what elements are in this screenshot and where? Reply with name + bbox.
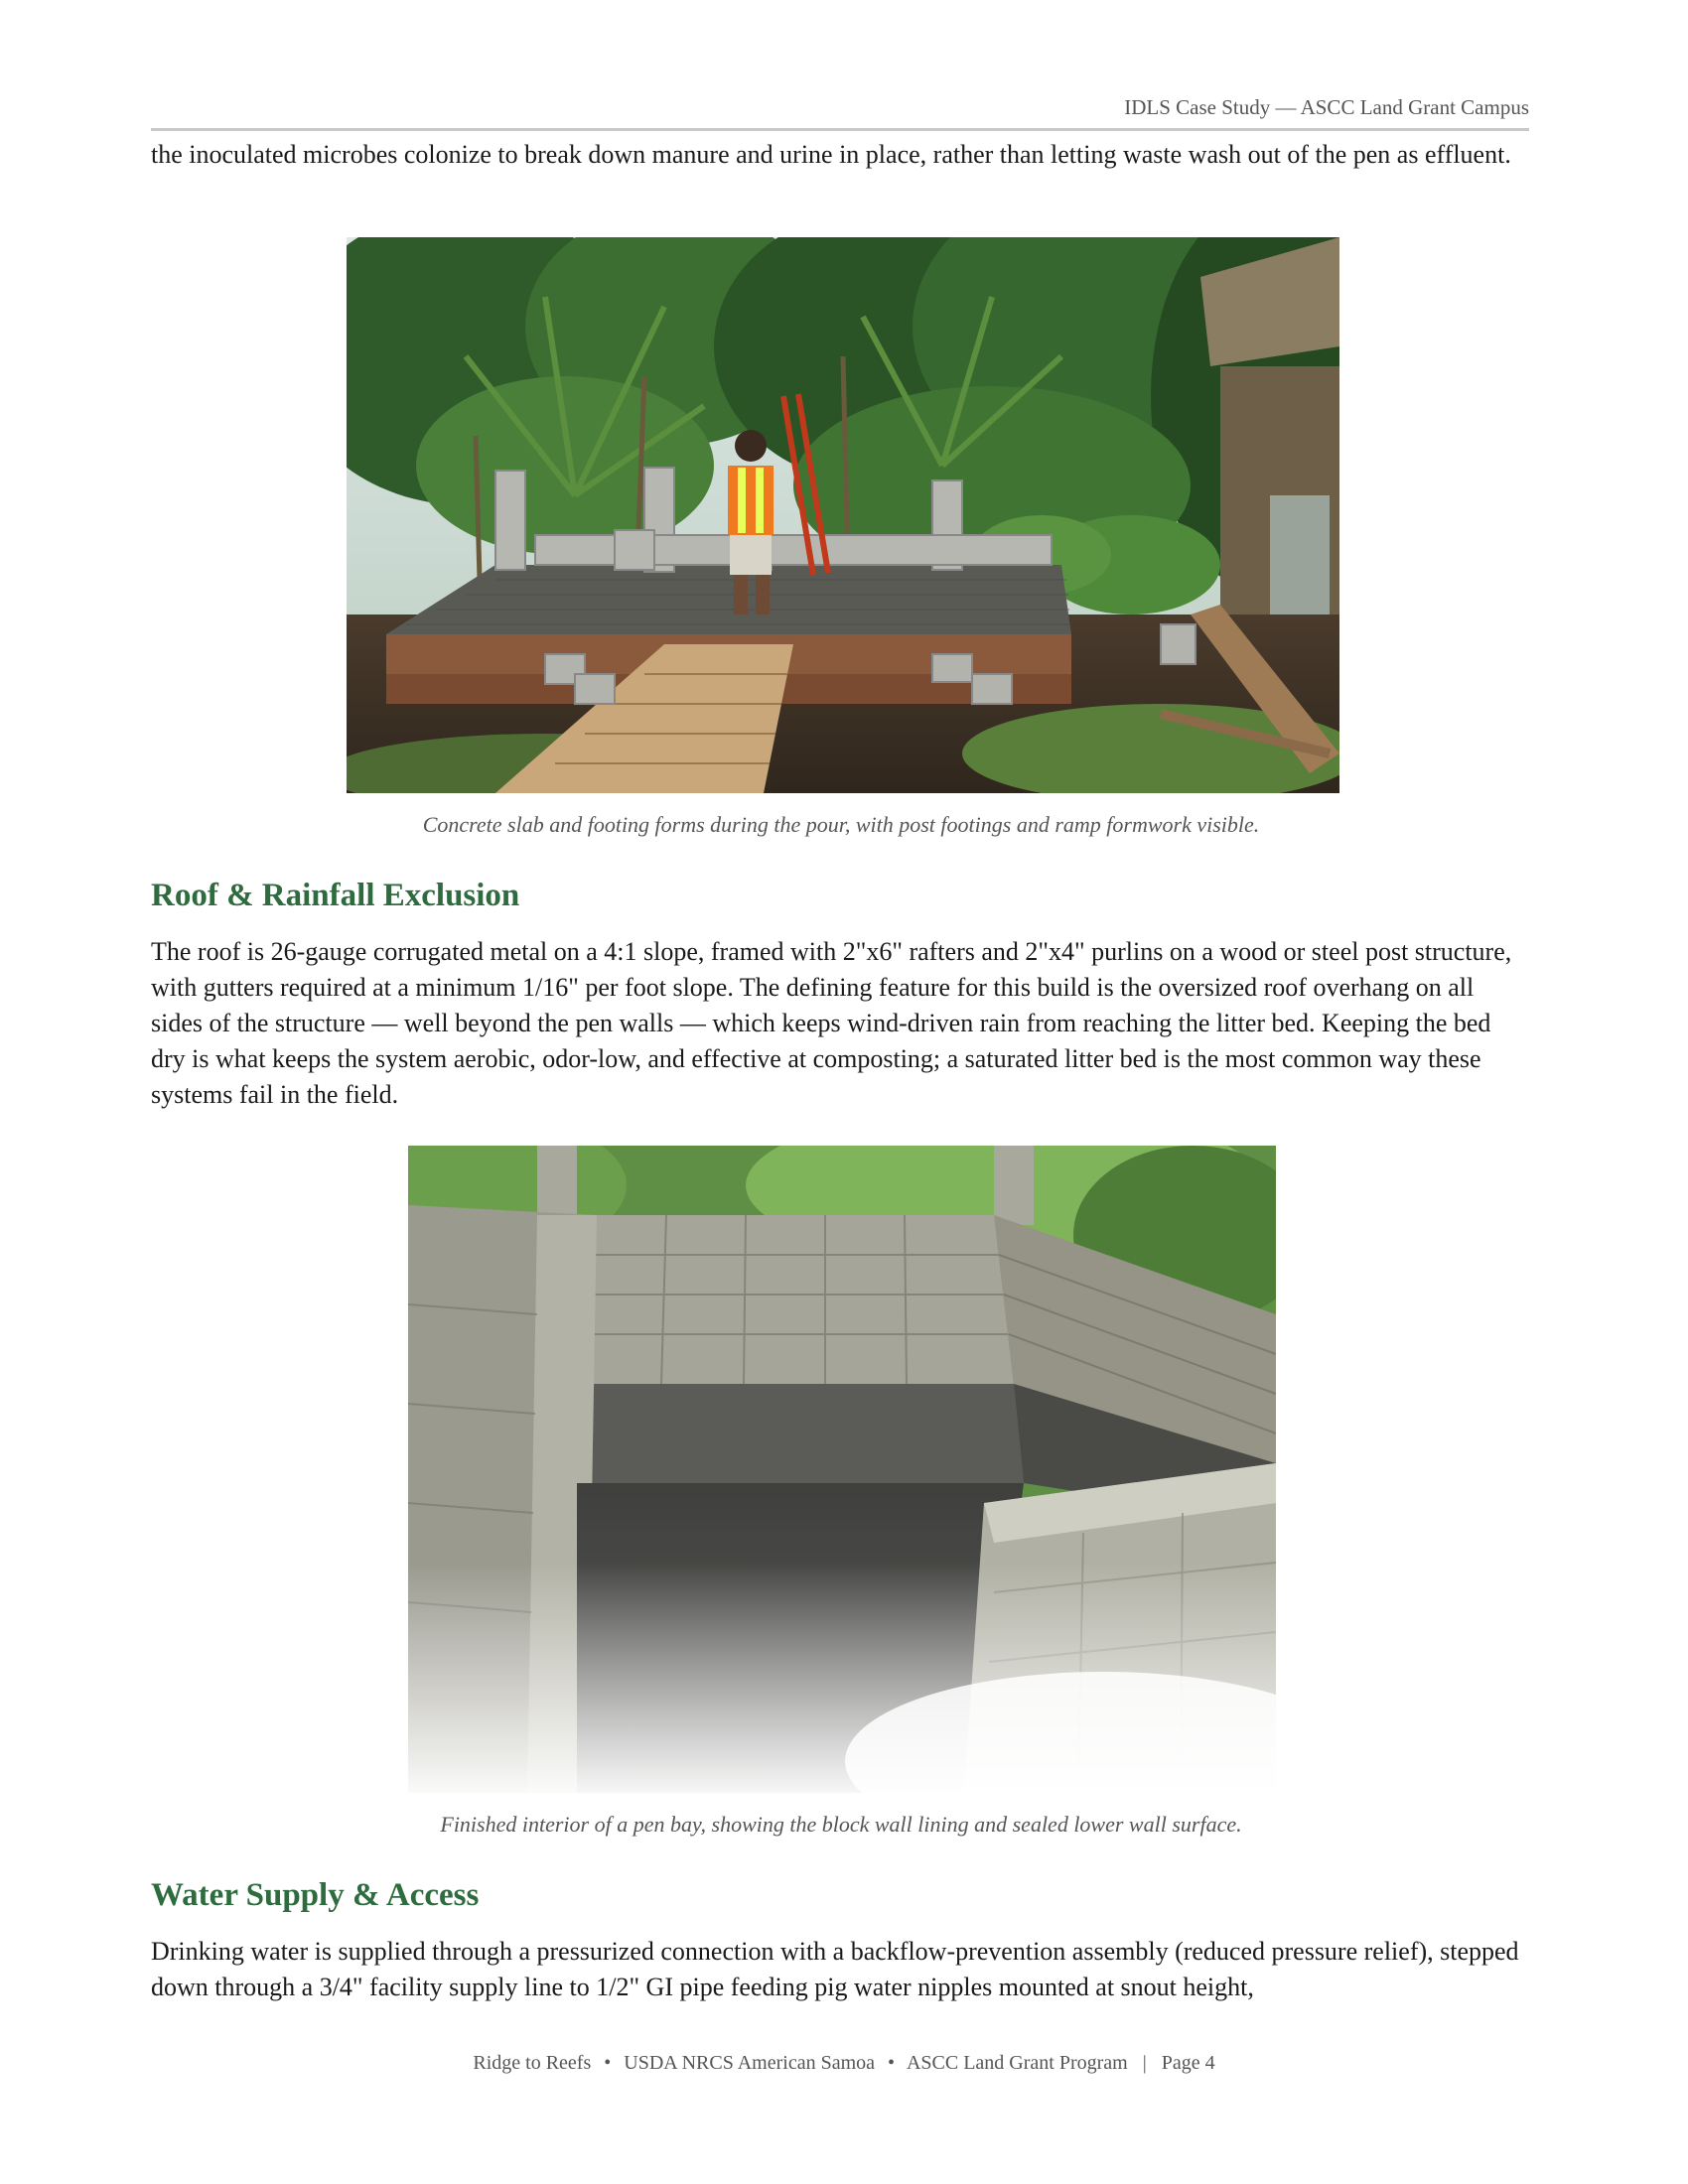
page-footer	[0, 2052, 1688, 2075]
page-number: Page 4	[1161, 2052, 1215, 2074]
intro-paragraph: the inoculated microbes colonize to break down manure and urine in place, rather than letting waste wash out of the pen as effluent.	[151, 140, 1511, 169]
footer-divider: |	[1142, 2052, 1147, 2074]
construction-photo	[347, 237, 1339, 793]
figure-2-caption: Finished interior of a pen bay, showing the block wall lining and sealed lower wall surface.	[440, 1812, 1242, 1837]
section-paragraph-water: Drinking water is supplied through a pressurized connection with a backflow-prevention assembly (reduced pressure relief), stepped down through a 3/4" facility supply line to 1/2" GI pipe feeding pig water nipples mounted at snout height,	[151, 1937, 1519, 2001]
section-heading-water: Water Supply & Access	[151, 1877, 480, 1913]
running-header: IDLS Case Study — ASCC Land Grant Campus	[151, 95, 1529, 131]
section-paragraph-roof: The roof is 26-gauge corrugated metal on a 4:1 slope, framed with 2"x6" rafters and 2"x4" purlins on a wood or steel post structure, with gutters required at a minimum 1/16" per foot slope. The defining feature for this build is the oversized roof overhang on all sides of the structure — well beyond the pen walls — which keeps wind-driven rain from reaching the litter bed. Keeping the bed dry is what keeps the system aerobic, odor-low, and effective at composting; a saturated litter bed is the most common way these systems fail in the field.	[151, 937, 1512, 1109]
footer-separator: •	[604, 2052, 612, 2074]
footer-agency: USDA NRCS American Samoa	[624, 2052, 876, 2074]
section-heading-roof: Roof & Rainfall Exclusion	[151, 878, 520, 913]
footer-program: Ridge to Reefs	[473, 2052, 592, 2074]
pen-interior-photo	[408, 1146, 1276, 1793]
figure-1-caption: Concrete slab and footing forms during the pour, with post footings and ramp formwork visible.	[422, 812, 1260, 837]
footer-grant-program: ASCC Land Grant Program	[906, 2052, 1128, 2074]
footer-separator: •	[888, 2052, 896, 2074]
